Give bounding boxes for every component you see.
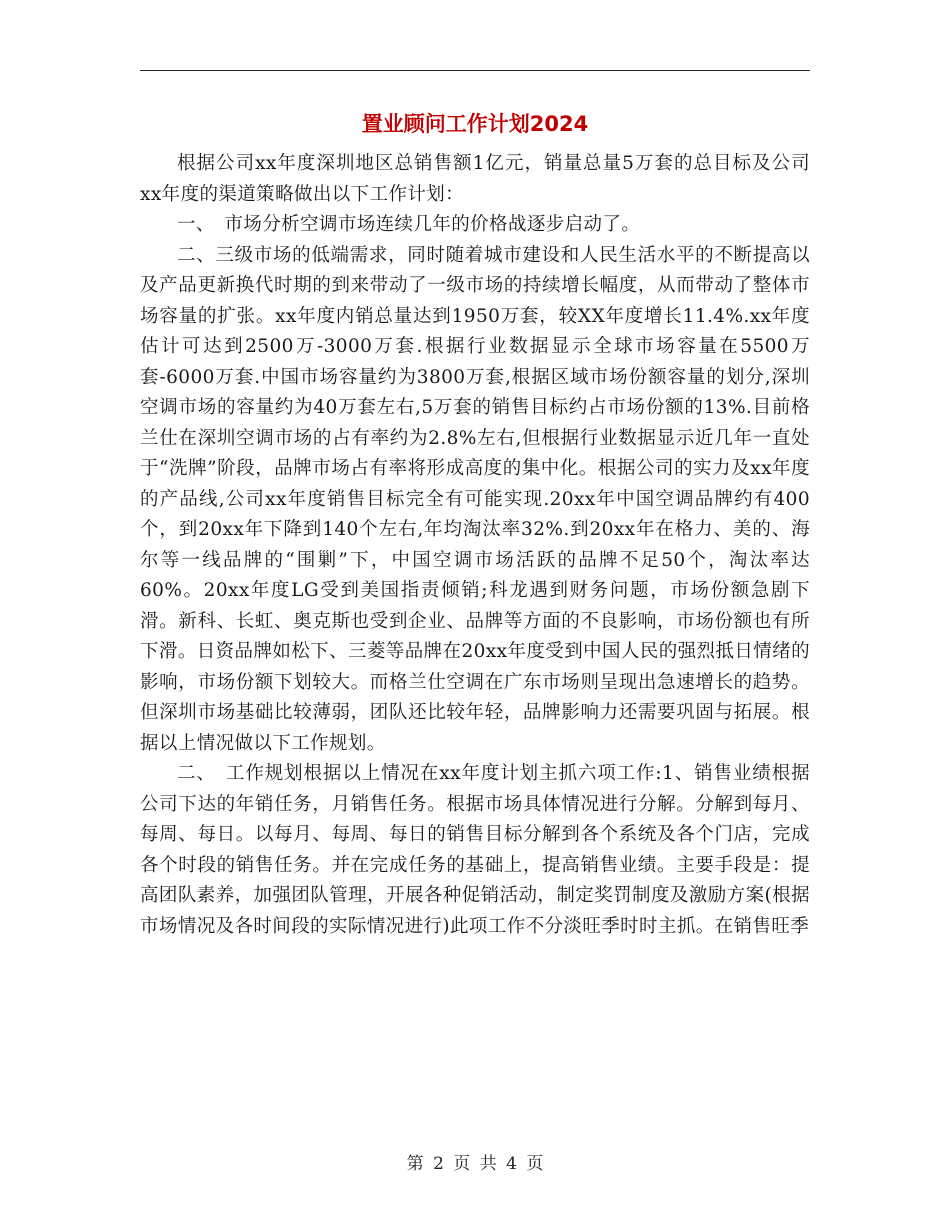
document-body: [140, 149, 810, 942]
page-footer: 第 2 页 共 4 页: [406, 1154, 544, 1174]
paragraph-section-1: 一、 市场分析空调市场连续几年的价格战逐步启动了。: [177, 214, 641, 235]
paragraph-intro: 根据公司xx年度深圳地区总销售额1亿元，销量总量5万套的总目标及公司xx年度的渠道策略做出以下工作计划：: [140, 153, 810, 205]
paragraph-work-plan: 二、 工作规划根据以上情况在xx年度计划主抓六项工作:1、销售业绩根据公司下达的年销任务，月销售任务。根据市场具体情况进行分解。分解到每月、每周、每日。以每月、每周、每日的销售目标分解到各个系统及各个门店，完成各个时段的销售任务。并在完成任务的基础上，提高销售业绩。主要手段是：提高团队素养，加强团队管理，开展各种促销活动，制定奖罚制度及激励方案(根据市场情况及各时间段的实际情况进行)此项工作不分淡旺季时时主抓。在销售旺季: [140, 763, 810, 937]
paragraph-market-analysis: 二、三级市场的低端需求，同时随着城市建设和人民生活水平的不断提高以及产品更新换代时期的到来带动了一级市场的持续增长幅度，从而带动了整体市场容量的扩张。xx年度内销总量达到1950万套，较XX年度增长11.4%.xx年度估计可达到2500万-3000万套.根据行业数据显示全球市场容量在5500万套-6000万套.中国市场容量约为3800万套,根据区域市场份额容量的划分,深圳空调市场的容量约为40万套左右,5万套的销售目标约占市场份额的13%.目前格兰仕在深圳空调市场的占有率约为2.8%左右,但根据行业数据显示近几年一直处于“洗牌”阶段，品牌市场占有率将形成高度的集中化。根据公司的实力及xx年度的产品线,公司xx年度销售目标完全有可能实现.20xx年中国空调品牌约有400个，到20xx年下降到140个左右,年均淘汰率32%.到20xx年在格力、美的、海尔等一线品牌的“围剿”下，中国空调市场活跃的品牌不足50个，淘汰率达60%。20xx年度LG受到美国指责倾销;科龙遇到财务问题，市场份额急剧下滑。新科、长虹、奥克斯也受到企业、品牌等方面的不良影响，市场份额也有所下滑。日资品牌如松下、三菱等品牌在20xx年度受到中国人民的强烈抵日情绪的影响，市场份额下划较大。而格兰仕空调在广东市场则呈现出急速增长的趋势。但深圳市场基础比较薄弱，团队还比较年轻，品牌影响力还需要巩固与拓展。根据以上情况做以下工作规划。: [140, 244, 810, 754]
header-rule: [140, 70, 810, 71]
document-title: 置业顾问工作计划2024: [361, 112, 589, 136]
